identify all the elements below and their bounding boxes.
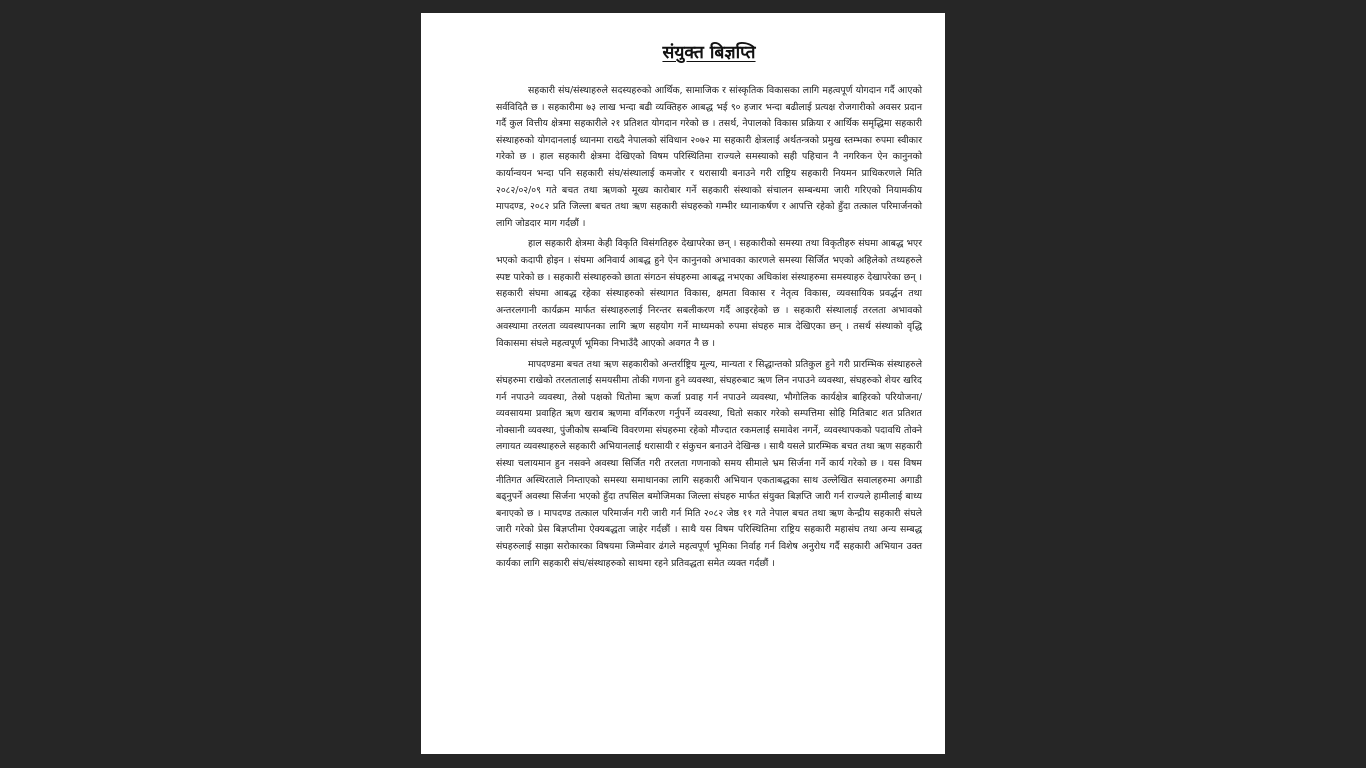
document-page[interactable] [421,13,945,754]
page-title-text: संयुक्त बिज्ञप्ति [662,43,756,63]
paragraph-1: सहकारी संघ/संस्थाहरुले सदस्यहरुको आर्थिक, सामाजिक र सांस्कृतिक विकासका लागि महत्वपूर्ण योगदान गर्दै आएको सर्वविदितै छ । सहकारीमा ७३ लाख भन्दा बढी व्यक्तिहरु आबद्ध भई ९० हजार भन्दा बढीलाई प्रत्यक्ष रोजगारीको अवसर प्रदान गर्दै कुल वित्तीय क्षेत्रमा सहकारीले २१ प्रतिशत योगदान गरेको छ । तसर्थ, नेपालको विकास प्रक्रिया र आर्थिक समृद्धिमा सहकारी संस्थाहरुको योगदानलाई ध्यानमा राख्दै नेपालको संविधान २०७२ मा सहकारी क्षेत्रलाई अर्थतन्त्रको प्रमुख स्तम्भका रुपमा स्वीकार गरेको छ । हाल सहकारी क्षेत्रमा देखिएको विषम परिस्थितिमा राज्यले समस्याको सही पहिचान नै नगरिकन ऐन कानुनको कार्यान्वयन भन्दा पनि सहकारी संघ/संस्थालाई कमजोर र धरासायी बनाउने गरी राष्ट्रिय सहकारी नियमन प्राधिकरणले मिति २०८२/०२/०९ गते बचत तथा ऋणको मूख्य कारोबार गर्ने सहकारी संस्थाको संचालन सम्बन्धमा जारी गरिएको नियामकीय मापदण्ड, २०८२ प्रति जिल्ला बचत तथा ऋण सहकारी संघहरुको गम्भीर ध्यानाकर्षण र आपत्ति रहेको हुँदा तत्काल परिमार्जनको लागि जोडदार माग गर्दछौं । [496,85,922,229]
paragraph-3: मापदण्डमा बचत तथा ऋण सहकारीको अन्तर्राष्ट्रिय मूल्य, मान्यता र सिद्धान्तको प्रतिकुल हुने गरी प्रारम्भिक संस्थाहरुले संघहरुमा राखेको तरलतालाई समयसीमा तोकी गणना हुने व्यवस्था, संघहरुबाट ऋण लिन नपाउने व्यवस्था, संघहरुको शेयर खरिद गर्न नपाउने व्यवस्था, तेस्रो पक्षको धितोमा ऋण कर्जा प्रवाह गर्न नपाउने व्यवस्था, भौगोलिक कार्यक्षेत्र बाहिरको परियोजना/व्यवसायमा प्रवाहित ऋण खराब ऋणमा वर्गिकरण गर्नुपर्ने व्यवस्था, धितो सकार गरेको सम्पत्तिमा सोहि मितिबाट शत प्रतिशत नोक्सानी व्यवस्था, पुंजीकोष सम्बन्धि विवरणमा संघहरुमा रहेको मौज्दात रकमलाई समावेश नगर्ने, व्यवस्थापकको पदावधि तोक्ने लगायत व्यवस्थाहरुले सहकारी अभियानलाई धरासायी र संकुचन बनाउने देखिन्छ । साथै यसले प्रारम्भिक बचत तथा ऋण सहकारी संस्था चलायमान हुन नसक्ने अवस्था सिर्जित गरी तरलता गणनाको समय सीमाले भ्रम सिर्जना गर्ने कार्य गरेको छ । यस विषम नीतिगत अस्थिरताले निम्ताएको समस्या समाधानका लागि सहकारी अभियान एकताबद्धका साथ उल्लेखित सवालहरुमा अगाडी बढ्नुपर्ने अवस्था सिर्जना भएको हुँदा तपसिल बमोजिमका जिल्ला संघहरु मार्फत संयुक्त बिज्ञप्ति जारी गर्न राज्यले हामीलाई बाध्य बनाएको छ । मापदण्ड तत्काल परिमार्जन गरी जारी गर्न मिति २०८२ जेष्ठ ११ गते नेपाल बचत तथा ऋण केन्द्रीय सहकारी संघले जारी गरेको प्रेस बिज्ञप्तीमा ऐक्यबद्धता जाहेर गर्दछौं । साथै यस विषम परिस्थितिमा राष्ट्रिय सहकारी महासंघ तथा अन्य सम्बद्ध संघहरुलाई साझा सरोकारका विषयमा जिम्मेवार ढंगले महत्वपूर्ण भूमिका निर्वाह गर्न विशेष अनुरोध गर्दै सहकारी अभियान उक्त कार्यका लागि सहकारी संघ/संस्थाहरुको साथमा रहने प्रतिवद्धता समेत व्यक्त गर्दछौं । [496,358,922,569]
paragraph-2: हाल सहकारी क्षेत्रमा केही विकृति विसंगतिहरु देखापरेका छन् । सहकारीको समस्या तथा विकृतीहरु संघमा आबद्ध भएर भएको कदापी होइन । संघमा अनिवार्य आबद्ध हुने ऐन कानुनको अभावका कारणले समस्या सिर्जित भएको अहिलेको तथ्यहरुले स्पष्ट पारेको छ । सहकारी संस्थाहरुको छाता संगठन संघहरुमा आबद्ध नभएका अधिकांश संस्थाहरुमा समस्याहरु देखापरेका छन् । सहकारी संघमा आबद्ध रहेका संस्थाहरुको संस्थागत विकास, क्षमता विकास र नेतृत्व विकास, व्यवसायिक प्रवर्द्धन तथा अन्तरलगानी कार्यक्रम मार्फत संस्थाहरुलाई निरन्तर सबलीकरण गर्दै आइरहेको छ । सहकारी संस्थालाई तरलता अभावको अवस्थामा तरलता व्यवस्थापनका लागि ऋण सहयोग गर्ने माध्यमको रुपमा संघहरु मात्र देखिएका छन् । तसर्थ संस्थाको वृद्धि विकासमा संघले महत्वपूर्ण भूमिका निभाउँदै आएको अवगत नै छ । [496,238,922,349]
page-title [496,41,922,65]
